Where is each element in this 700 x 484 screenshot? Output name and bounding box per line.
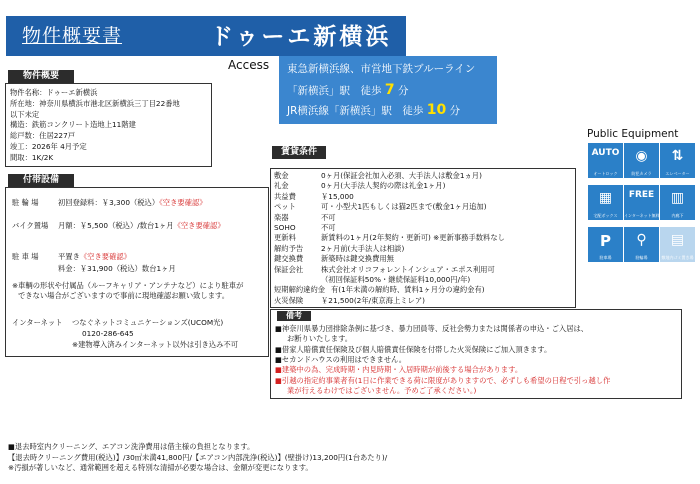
access-line-2-unit: 分 bbox=[397, 85, 409, 97]
equipment-caption: 内廊下 bbox=[671, 213, 684, 218]
access-walk-min-2: 10 bbox=[426, 102, 447, 118]
equipment-glyph: ⇅ bbox=[671, 148, 684, 164]
access-walk-min-1: 7 bbox=[384, 82, 395, 98]
bike-parking-label: 駐 輪 場 bbox=[12, 198, 39, 207]
remarks-bullet: ■ bbox=[275, 365, 282, 375]
terms-value: 株式会社オリコフォレントインシュア・エポス利用可 bbox=[321, 264, 495, 274]
equipment-glyph: ▦ bbox=[598, 190, 613, 206]
bike-parking-fee bbox=[58, 198, 207, 208]
terms-key: SOHO bbox=[274, 223, 296, 232]
car-parking-type-text: 平置き bbox=[58, 252, 80, 261]
property-name: ドゥーエ新横浜 bbox=[210, 24, 392, 50]
terms-value: 有(1年未満の解約時、賃料1ヶ月分の違約金有) bbox=[331, 285, 485, 295]
overview-line: 構造：鉄筋コンクリート造地上11階建 bbox=[10, 120, 136, 130]
terms-key: ペット bbox=[274, 202, 296, 212]
access-line-1: 東急新横浜線、市営地下鉄ブルーライン bbox=[287, 63, 476, 75]
moto-parking-fee bbox=[58, 221, 225, 231]
car-parking-note: 《空き要確認》 bbox=[79, 252, 131, 261]
bicycle-icon bbox=[624, 227, 659, 262]
footer-notes bbox=[8, 442, 688, 482]
remarks-box bbox=[270, 309, 682, 399]
car-parking-warning-2: できない場合がございますので事前に現地確認お願い致します。 bbox=[18, 291, 230, 300]
remarks-heading: 備考 bbox=[277, 311, 311, 321]
terms-key: 礼金 bbox=[274, 181, 289, 191]
access-line-2 bbox=[287, 82, 408, 98]
equipment-caption: エレベーター bbox=[665, 171, 690, 176]
document-title: 物件概要書 bbox=[22, 25, 123, 47]
remarks-bullet: ■ bbox=[275, 354, 282, 364]
remarks-text: 建築中の為、完成時期・内見時期・入居時期が前後する場合があります。 bbox=[281, 365, 523, 375]
remarks-item bbox=[275, 365, 522, 375]
equipment-caption: オートロック bbox=[593, 171, 618, 176]
equipment-glyph: AUTO bbox=[591, 148, 620, 158]
terms-key: 鍵交換費 bbox=[274, 254, 304, 264]
bike-parking-note: 《空き要確認》 bbox=[159, 198, 207, 207]
terms-value: ￥21,500(2年/東京海上ミレア) bbox=[321, 295, 425, 305]
internet-label: インターネット bbox=[12, 318, 63, 327]
terms-key: 敷金 bbox=[274, 171, 289, 180]
equipment-title: Public Equipment bbox=[587, 128, 679, 140]
internet-icon bbox=[624, 185, 659, 220]
equipment-grid bbox=[588, 143, 694, 268]
terms-key: 火災保険 bbox=[274, 295, 304, 305]
remarks-item bbox=[275, 324, 588, 334]
access-label: Access bbox=[228, 58, 270, 72]
equipment-glyph: FREE bbox=[628, 190, 655, 200]
remarks-item bbox=[287, 334, 352, 344]
remarks-item bbox=[275, 345, 551, 355]
garbage-icon bbox=[660, 227, 695, 262]
car-parking-fee: 料金：￥31,900（税込）数台1ヶ月 bbox=[58, 264, 176, 273]
overview-line: 所在地：神奈川県横浜市港北区新横浜三丁目22番地 bbox=[10, 98, 180, 108]
overview-line: 間取：1K/2K bbox=[10, 152, 54, 162]
terms-value: 可・小型犬1匹もしくは猫2匹まで(敷金1ヶ月追加) bbox=[321, 202, 487, 212]
terms-key: 短期解約違約金 bbox=[274, 285, 326, 295]
elevator-icon bbox=[660, 143, 695, 178]
terms-heading: 賃貸条件 bbox=[272, 146, 326, 159]
facilities-heading: 付帯設備 bbox=[8, 174, 74, 187]
footer-line: ■退去時室内クリーニング、エアコン洗浄費用は借主様の負担となります。 bbox=[8, 442, 255, 451]
terms-value: 2ヶ月前(大手法人は相談) bbox=[321, 243, 405, 253]
access-box bbox=[279, 56, 497, 124]
footer-line: ※汚損が著しいなど、通常範囲を超える特別な清掃が必要な場合は、金額が変更になります。 bbox=[8, 463, 313, 472]
equipment-caption: インターネット無料 bbox=[624, 213, 660, 218]
equipment-glyph: ▤ bbox=[670, 232, 685, 248]
remarks-bullet: ■ bbox=[275, 344, 282, 354]
terms-key: 更新料 bbox=[274, 233, 296, 243]
facilities-box bbox=[5, 187, 269, 357]
equipment-caption: 防犯カメラ bbox=[631, 171, 652, 176]
corridor-icon bbox=[660, 185, 695, 220]
auto-lock-icon bbox=[588, 143, 623, 178]
remarks-text: 借家人賠償責任保険及び個人賠償責任保険を付帯した火災保険にご加入頂きます。 bbox=[281, 344, 552, 354]
overview-line: 物件名称：ドゥーエ新横浜 bbox=[10, 88, 98, 97]
remarks-text: お断りいたします。 bbox=[287, 334, 353, 344]
terms-value: （初回保証料50%・継続保証料10,000円/年) bbox=[321, 275, 471, 284]
equipment-caption: 駐輪場 bbox=[635, 255, 648, 260]
camera-icon bbox=[624, 143, 659, 178]
equipment-glyph: ⚲ bbox=[636, 232, 647, 248]
overview-line: 以下未定 bbox=[10, 109, 40, 119]
access-line-3-text: JR横浜線「新横浜」駅 徒歩 bbox=[287, 105, 424, 117]
overview-line: 総戸数：住居227戸 bbox=[10, 131, 76, 141]
remarks-text: セカンドハウスの利用はできません。 bbox=[281, 354, 407, 364]
terms-key: 解約予告 bbox=[274, 243, 304, 253]
remarks-item bbox=[287, 386, 476, 396]
access-line-3 bbox=[287, 102, 460, 118]
terms-key: 保証会社 bbox=[274, 264, 304, 274]
remarks-item bbox=[275, 355, 406, 365]
title-banner bbox=[6, 16, 406, 56]
overview-line: 竣工：2026年 4月予定 bbox=[10, 142, 87, 151]
equipment-caption: 駐車場 bbox=[599, 255, 612, 260]
terms-value: 不可 bbox=[321, 223, 336, 232]
terms-key: 共益費 bbox=[274, 191, 296, 201]
car-parking-type bbox=[58, 252, 131, 262]
parking-icon bbox=[588, 227, 623, 262]
terms-value: 新賃料の1ヶ月(2年契約・更新可) ※更新事務手数料なし bbox=[321, 233, 505, 243]
access-line-3-unit: 分 bbox=[449, 105, 461, 117]
internet-note: ※建物導入済みインターネット以外は引き込み不可 bbox=[72, 340, 238, 349]
remarks-text: 神奈川県暴力団排除条例に基づき、暴力団員等、反社会勢力または関係者の申込・ご入居は、 bbox=[281, 324, 589, 333]
terms-value: 0ヶ月(大手法人契約の際は礼金1ヶ月) bbox=[321, 181, 446, 191]
equipment-glyph: ▥ bbox=[670, 190, 685, 206]
moto-parking-fee-text: 月額：￥5,500（税込）/数台1ヶ月 bbox=[58, 221, 174, 230]
terms-value: 新築時は鍵交換費用無 bbox=[321, 254, 394, 264]
remarks-item bbox=[275, 376, 610, 386]
car-parking-warning-1: ※車輌の形状や付属品（ルーフキャリア・アンテナなど）により駐車が bbox=[12, 281, 244, 290]
internet-provider: つなぐネットコミュニケーションズ(UCOM光) bbox=[72, 318, 224, 327]
terms-value: 不可 bbox=[321, 212, 336, 222]
bike-parking-fee-text: 初回登録料：￥3,300（税込） bbox=[58, 198, 160, 207]
terms-box bbox=[270, 168, 576, 308]
terms-key: 楽器 bbox=[274, 212, 289, 222]
access-line-2-text: 「新横浜」駅 徒歩 bbox=[287, 85, 382, 97]
footer-line: 【退去時クリーニング費用(税込)】/30㎡未満41,800円/【エアコン内部洗浄(税込)】(壁掛け)13,200円(1台あたり)/ bbox=[8, 452, 388, 462]
terms-value: ￥15,000 bbox=[321, 191, 354, 201]
remarks-text: 引越の指定約事業者有(1日に作業できる荷に限度がありますので、必ずしも希望の日程で引っ越し作 bbox=[281, 375, 611, 385]
equipment-caption: 敷地内ゴミ置き場 bbox=[661, 255, 694, 260]
moto-parking-label: バイク置場 bbox=[12, 221, 49, 230]
equipment-caption: 宅配ボックス bbox=[593, 213, 618, 218]
remarks-text: 業が行えるわけではございません。予めご了承ください。) bbox=[287, 385, 477, 395]
remarks-bullet: ■ bbox=[275, 375, 282, 385]
equipment-glyph: P bbox=[600, 232, 611, 250]
car-parking-label: 駐 車 場 bbox=[12, 252, 39, 261]
overview-heading: 物件概要 bbox=[8, 70, 74, 83]
equipment-glyph: ◉ bbox=[635, 148, 648, 164]
delivery-box-icon bbox=[588, 185, 623, 220]
moto-parking-note: 《空き要確認》 bbox=[173, 221, 225, 230]
overview-box bbox=[5, 83, 212, 167]
remarks-bullet: ■ bbox=[275, 324, 282, 333]
terms-value: 0ヶ月(保証会社加入必須、大手法人は敷金1ヵ月) bbox=[321, 171, 482, 180]
internet-phone: 0120-286-645 bbox=[82, 329, 134, 338]
